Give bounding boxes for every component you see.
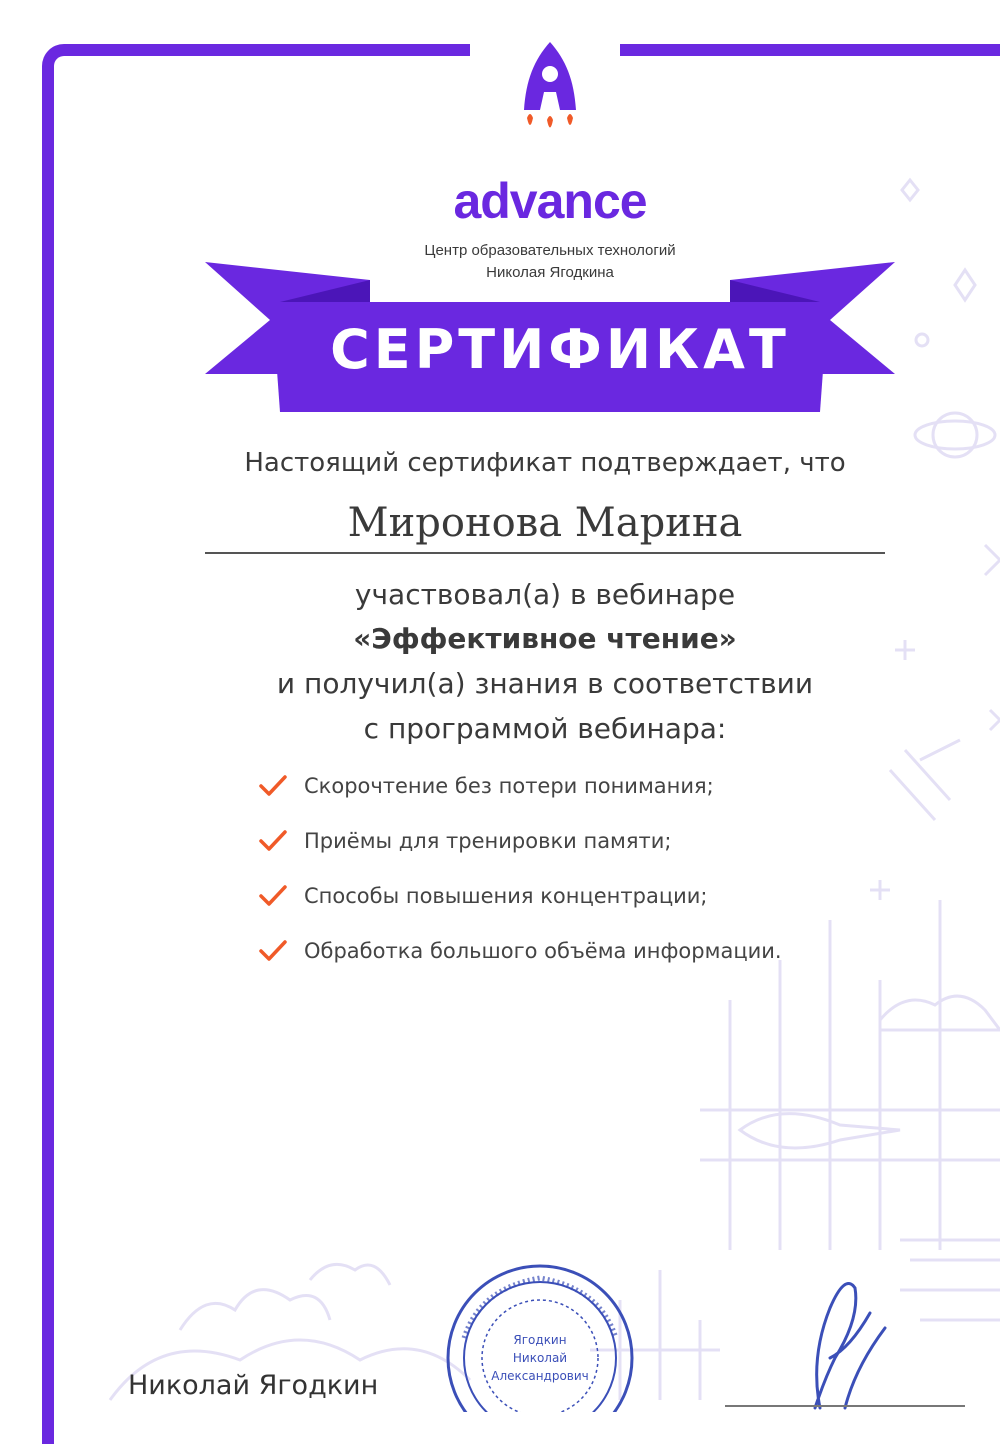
program-item-text: Скорочтение без потери понимания; [304,774,714,798]
tagline-line-2: Николая Ягодкина [486,264,614,281]
stamp-text-1: Ягодкин [513,1333,567,1347]
checkmark-icon [258,774,288,798]
official-stamp [440,1258,640,1412]
checkmark-icon [258,884,288,908]
program-item-text: Способы повышения концентрации; [304,884,708,908]
program-item-text: Обработка большого объёма информации. [304,939,782,963]
recipient-name: Миронова Марина [205,500,885,554]
program-item [258,880,898,935]
confirm-text: Настоящий сертификат подтверждает, что [244,448,846,478]
stamp-text-2: Николай [512,1351,568,1365]
program-item [258,935,898,990]
program-item [258,825,898,880]
checkmark-icon [258,829,288,853]
webinar-title: «Эффективное чтение» [353,622,737,655]
program-item-text: Приёмы для тренировки памяти; [304,829,672,853]
knowledge-text: и получил(а) знания в соответствии [276,667,814,700]
certificate-title: СЕРТИФИКАТ [330,318,790,381]
brand-name: advance [453,173,647,229]
rocket-icon [514,40,586,136]
stamp-text-3: Александрович [491,1369,589,1383]
checkmark-icon [258,939,288,963]
program-list [258,770,898,990]
signatory-name: Николай Ягодкин [128,1370,379,1401]
signature [760,1268,900,1412]
program-text: с программой вебинара: [363,712,727,745]
program-item [258,770,898,825]
tagline-line-1: Центр образовательных технологий [424,242,676,259]
signature-line [725,1405,965,1407]
participated-text: участвовал(а) в вебинаре [354,578,736,611]
